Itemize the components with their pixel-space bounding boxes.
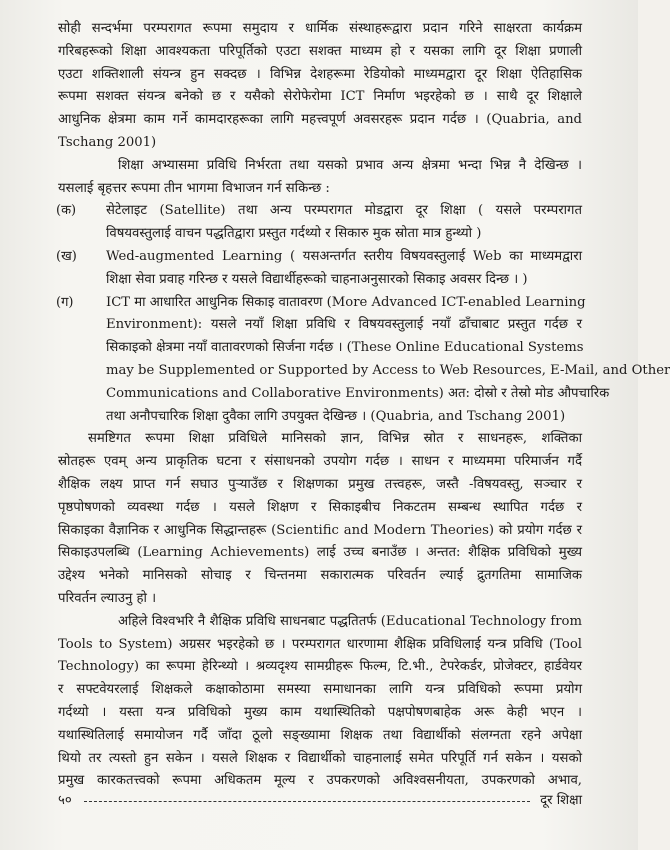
paragraph-start: समष्टिगत रूपमा शिक्षा प्रविधिले मानिसको ज्ञान, विभिन्न स्रोत र साधनहरू, शक्तिका (88, 431, 582, 447)
page-number: ५० (58, 793, 72, 808)
text-line: थियो तर त्यस्तो हुन सकेन । यसले शिक्षक र विद्यार्थीको चाहनालाई समेत परिपूर्ति गर्न सकेन । यसको (58, 750, 582, 766)
list-item-text: तथा अनौपचारिक शिक्षा दुवैका लागि उपयुक्त देखिन्छ । (Quabria, and Tschang 2001) (106, 408, 566, 424)
text-line: Technology) का रूपमा हेरिन्थ्यो । श्रव्यदृश्य सामग्रीहरू फिल्म, टि.भी., टेपरेकर्डर, प्रोजेक्टर, हार्डवेयर (58, 659, 582, 675)
text-line: आधुनिक क्षेत्रमा काम गर्ने कामदारहरूका लागि महत्त्वपूर्ण अवसरहरू प्रदान गर्दछ । (Quabria, and (58, 112, 582, 128)
paragraph-start: अहिले विश्वभरि नै शैक्षिक प्रविधि साधनबाट पद्धतितर्फ (Educational Technology from (118, 613, 582, 629)
text-line: यथास्थितिलाई समायोजन गर्दै जाँदा ठूलो सङ्ख्यामा शिक्षक तथा विद्यार्थीको संलग्नता रहने अपेक्षा (58, 727, 582, 743)
text-line: स्रोतहरू एवम् अन्य प्राकृतिक घटना र संसाधनको उपयोग गर्दछ । साधन र माध्यममा परिमार्जन गर्दै (58, 454, 582, 470)
list-item-text: सेटेलाइट (Satellite) तथा अन्य परम्परागत मोडद्वारा दूर शिक्षा ( यसले परम्परागत (106, 203, 582, 219)
text-line: परिवर्तन ल्याउनु हो । (58, 591, 157, 606)
page-footer (58, 790, 582, 812)
text-line: एउटा शक्तिशाली संयन्त्र हुन सक्दछ । विभिन्न देशहरूमा रेडियोको माध्यमद्वारा दूर शिक्षा ऐतिहासिक (58, 66, 582, 82)
text-line: पृष्ठपोषणको व्यवस्था गर्दछ । यसले शिक्षण र सिकाइबीच निकटतम सम्बन्ध स्थापित गर्दछ र (58, 499, 582, 515)
list-item-text: Communications and Collaborative Environments) अत: दोस्रो र तेस्रो मोड औपचारिक (106, 385, 610, 401)
text-line: उद्देश्य भनेको मानिसको सोचाइ र चिन्तनमा सकारात्मक परिवर्तन ल्याई द्रुतगतिमा सामाजिक (58, 568, 582, 584)
list-label-kha: (ख) (56, 249, 77, 264)
list-label-ka: (क) (56, 203, 77, 219)
text-line: गरिबहरूको शिक्षा आवश्यकता परिपूर्तिको एउटा सशक्त माध्यम हो र यसका लागि दूर शिक्षा प्रणाली (58, 43, 582, 59)
text-line: शैक्षिक लक्ष्य प्राप्त गर्न सघाउ पुऱ्याउँछ र शिक्षणका प्रमुख तत्त्वहरू, जस्तै -विषयवस्तु, सञ्चार र (58, 477, 582, 492)
list-label-ga: (ग) (56, 294, 74, 310)
text-line: सिकाइका वैज्ञानिक र आधुनिक सिद्धान्तहरू (Scientific and Modern Theories) को प्रयोग गर्दछ र (58, 522, 582, 538)
text-line: Tools to System) अग्रसर भइरहेको छ । परम्परागत धारणामा शैक्षिक प्रविधिलाई यन्त्र प्रविधि (Tool (58, 636, 582, 652)
running-title: दूर शिक्षा (540, 793, 582, 808)
text-line: सोही सन्दर्भमा परम्परागत रूपमा समुदाय र धार्मिक संस्थाहरूद्वारा प्रदान गरिने साक्षरता कार्यक्रम (58, 21, 582, 36)
footer-dashed-rule (84, 801, 530, 802)
list-item-text: शिक्षा सेवा प्रवाह गरिन्छ र यसले विद्यार्थीहरूको चाहनाअनुसारको सिकाइ अवसर दिन्छ । ) (106, 271, 528, 287)
text-line: सिकाइउपलब्धि (Learning Achievements) लाई उच्च बनाउँछ । अन्तत: शैक्षिक प्रविधिको मुख्य (58, 545, 582, 561)
list-item-text: ICT मा आधारित आधुनिक सिकाइ वातावरण (More Advanced ICT-enabled Learning (106, 294, 586, 310)
text-line: प्रमुख कारकतत्त्वको रूपमा अधिकतम मूल्य र उपकरणको अविश्वसनीयता, उपकरणको अभाव, (58, 773, 582, 789)
paragraph-start: शिक्षा अभ्यासमा प्रविधि निर्भरता तथा यसको प्रभाव अन्य क्षेत्रमा भन्दा भिन्न नै देखिन्छ । (118, 157, 582, 173)
list-item-text: सिकाइको क्षेत्रमा नयाँ वातावरणको सिर्जना गर्दछ । (These Online Educational Systems (106, 340, 584, 356)
citation-line: Tschang 2001) (58, 135, 157, 150)
text-line: यसलाई बृहत्तर रूपमा तीन भागमा विभाजन गर्न सकिन्छ : (58, 180, 330, 196)
text-line: रूपमा सशक्त संयन्त्र बनेको छ र यसैको सेरोफेरोमा ICT निर्माण भइरहेको छ । साथै दूर शिक्षाले (58, 89, 582, 105)
list-item-text: may be Supplemented or Supported by Access to Web Resources, E-Mail, and Other (106, 363, 670, 378)
list-item-text: Environment): यसले नयाँ शिक्षा प्रविधि र विषयवस्तुलाई नयाँ ढाँचाबाट प्रस्तुत गर्दछ र (106, 317, 582, 333)
list-item-text: विषयवस्तुलाई वाचन पद्धतिद्वारा प्रस्तुत गर्दथ्यो र सिकारु मुक स्रोता मात्र हुन्थ्यो ) (106, 226, 482, 242)
text-line: गर्दथ्यो । यस्ता यन्त्र प्रविधिको मुख्य काम यथास्थितिको पक्षपोषणबाहेक अरू केही भएन । (58, 705, 582, 720)
list-item-text: Wed-augmented Learning ( यसअन्तर्गत स्तरीय विषयवस्तुलाई Web का माध्यमद्वारा (106, 249, 582, 264)
text-line: र सफ्टवेयरलाई शिक्षकले कक्षाकोठामा समस्या समाधानका लागि यन्त्र प्रविधिको रूपमा प्रयोग (58, 682, 582, 698)
